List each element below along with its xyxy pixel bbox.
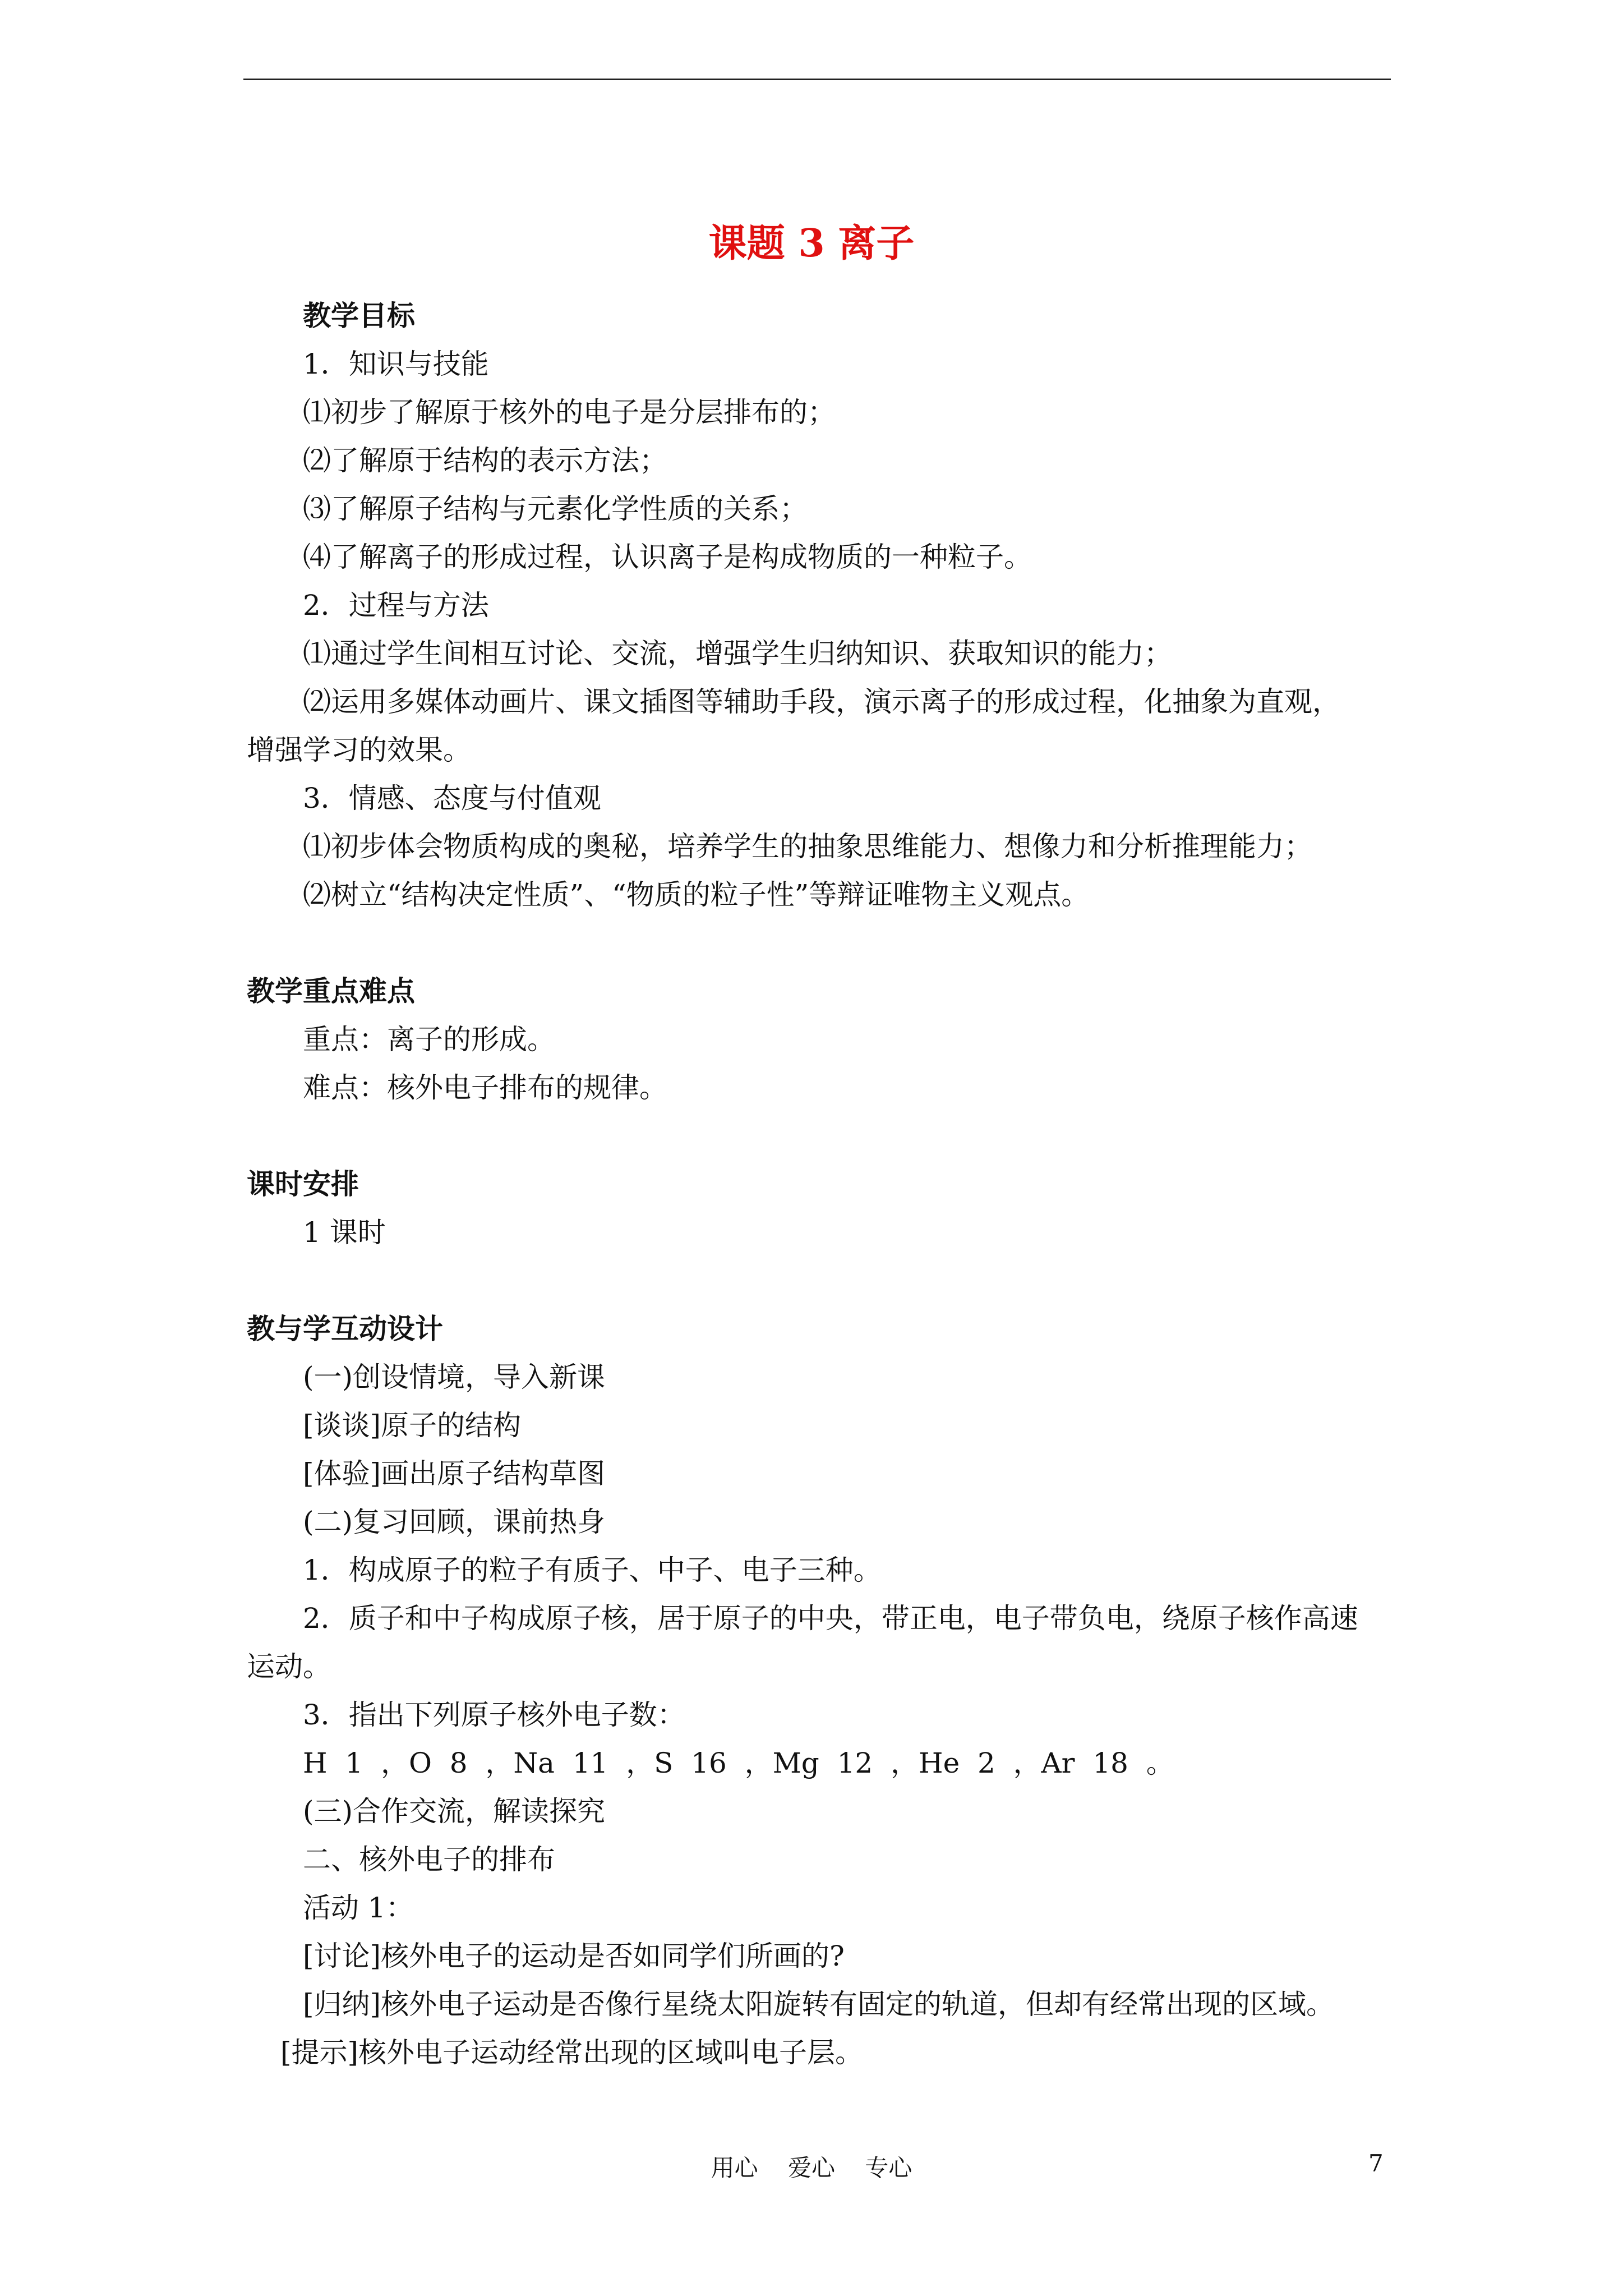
text-line: [谈谈]原子的结构: [303, 1409, 522, 1442]
text-line: 1．构成原子的粒子有质子、中子、电子三种。: [303, 1554, 882, 1586]
text-line: ⑴初步体会物质构成的奥秘，培养学生的抽象思维能力、想像力和分析推理能力；: [303, 830, 1312, 863]
text-line: 活动 1：: [303, 1892, 414, 1924]
text-line: [归纳]核外电子运动是否像行星绕太阳旋转有固定的轨道，但却有经常出现的区域。: [303, 1988, 1335, 2021]
document-body: [247, 292, 1391, 2077]
text-line: ⑵了解原于结构的表示方法；: [303, 444, 667, 477]
text-line: ⑶了解原子结构与元素化学性质的关系；: [303, 493, 808, 525]
section-heading: 教学目标: [303, 299, 415, 332]
text-line: [讨论]核外电子的运动是否如同学们所画的?: [303, 1940, 845, 1972]
text-line: 二、核外电子的排布: [303, 1843, 555, 1876]
text-line: 1 课时: [303, 1216, 386, 1249]
text-line: ⑷了解离子的形成过程，认识离子是构成物质的一种粒子。: [303, 541, 1032, 573]
section-heading: 教与学互动设计: [247, 1312, 443, 1345]
footer-motto: 用心 爱心 专心: [711, 2154, 912, 2182]
blank-line: [247, 919, 1391, 967]
text-line: 1．知识与技能: [303, 348, 489, 380]
page-number: 7: [1368, 2150, 1384, 2177]
section-heading: 教学重点难点: [247, 974, 415, 1007]
header-rule: [243, 79, 1391, 80]
text-line: H 1 ，O 8 ，Na 11 ，S 16 ，Mg 12 ，He 2 ，Ar 18 。: [303, 1747, 1174, 1779]
text-line: 重点：离子的形成。: [303, 1023, 555, 1056]
text-line: 3．指出下列原子核外电子数：: [303, 1699, 685, 1731]
blank-line: [247, 1112, 1391, 1160]
text-line: (二)复习回顾，课前热身: [303, 1506, 606, 1538]
text-line: (三)合作交流，解读探究: [303, 1795, 606, 1828]
text-line: [体验]画出原子结构草图: [303, 1457, 606, 1490]
text-line: 增强学习的效果。: [247, 734, 471, 766]
page-footer: [0, 2150, 1623, 2183]
blank-line: [247, 1257, 1391, 1305]
text-line: 2．过程与方法: [303, 589, 489, 622]
text-line: 运动。: [247, 1650, 331, 1683]
text-line: 难点：核外电子排布的规律。: [303, 1071, 667, 1104]
text-line: ⑵树立“结构决定性质”、“物质的粒子性”等辩证唯物主义观点。: [303, 878, 1090, 911]
text-line: 2．质子和中子构成原子核，居于原子的中央，带正电，电子带负电，绕原子核作高速: [303, 1602, 1358, 1635]
text-line: [提示]核外电子运动经常出现的区域叫电子层。: [280, 2036, 864, 2069]
text-line: ⑴初步了解原于核外的电子是分层排布的；: [303, 396, 836, 429]
page-title: 课题 3 离子: [708, 221, 915, 266]
section-heading: 课时安排: [247, 1167, 359, 1200]
text-line: ⑵运用多媒体动画片、课文插图等辅助手段，演示离子的形成过程，化抽象为直观，: [303, 685, 1340, 718]
text-line: 3．情感、态度与付值观: [303, 782, 601, 815]
text-line: ⑴通过学生间相互讨论、交流，增强学生归纳知识、获取知识的能力；: [303, 637, 1172, 670]
text-line: (一)创设情境，导入新课: [303, 1361, 606, 1393]
